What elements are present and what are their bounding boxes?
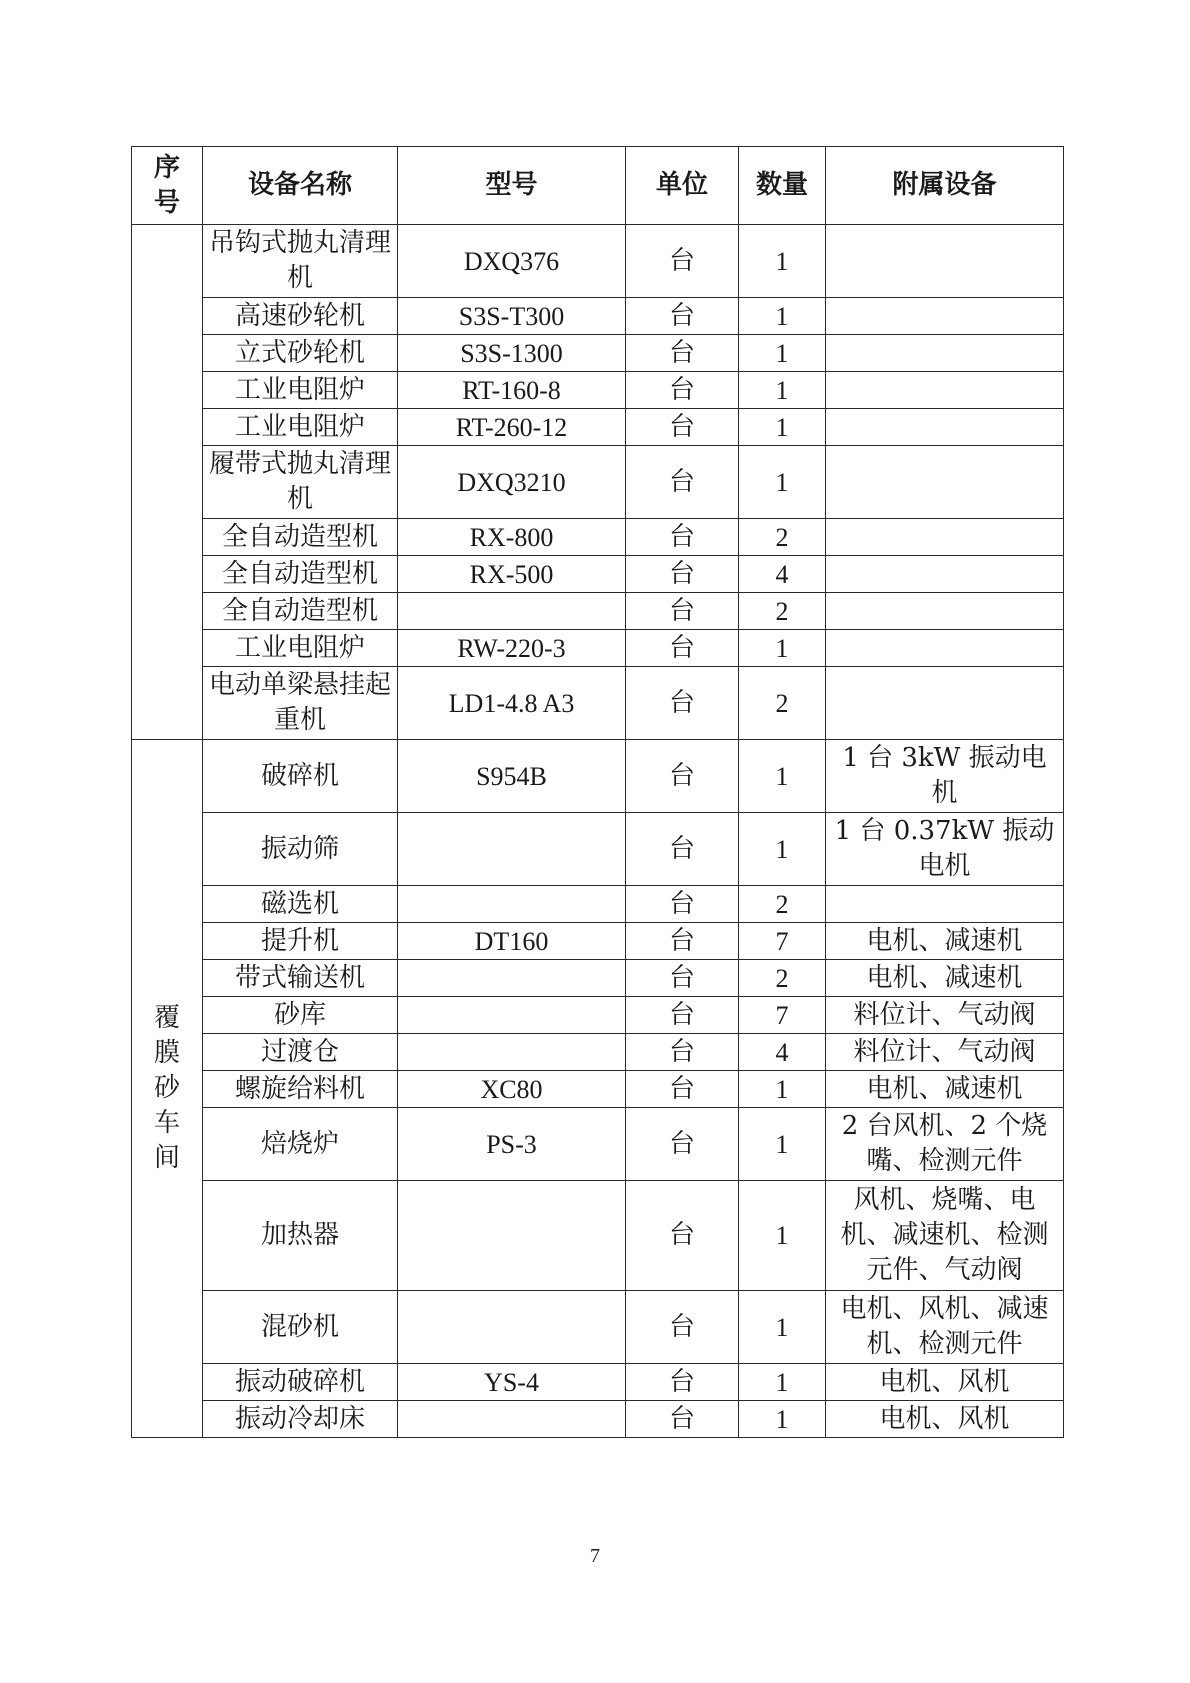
header-seq-label: 序号 bbox=[153, 152, 180, 218]
cell-name: 砂库 bbox=[203, 997, 398, 1034]
table-row bbox=[132, 446, 1064, 519]
header-qty: 数量 bbox=[739, 147, 826, 225]
cell-qty: 2 bbox=[739, 960, 826, 997]
table-row bbox=[132, 960, 1064, 997]
cell-model bbox=[398, 813, 626, 886]
cell-accessory bbox=[826, 519, 1064, 556]
cell-accessory: 电机、减速机 bbox=[826, 923, 1064, 960]
cell-name: 履带式抛丸清理机 bbox=[203, 446, 398, 519]
cell-qty: 1 bbox=[739, 409, 826, 446]
cell-model: S3S-1300 bbox=[398, 335, 626, 372]
cell-qty: 1 bbox=[739, 1181, 826, 1291]
cell-accessory: 1 台 3kW 振动电机 bbox=[826, 740, 1064, 813]
header-accessory: 附属设备 bbox=[826, 147, 1064, 225]
cell-qty: 1 bbox=[739, 740, 826, 813]
cell-qty: 7 bbox=[739, 923, 826, 960]
cell-accessory bbox=[826, 667, 1064, 740]
table-body bbox=[132, 225, 1064, 1438]
cell-name: 立式砂轮机 bbox=[203, 335, 398, 372]
cell-model bbox=[398, 1401, 626, 1438]
cell-model bbox=[398, 886, 626, 923]
cell-unit: 台 bbox=[626, 225, 739, 298]
cell-model: LD1-4.8 A3 bbox=[398, 667, 626, 740]
cell-unit: 台 bbox=[626, 1034, 739, 1071]
cell-qty: 1 bbox=[739, 225, 826, 298]
cell-qty: 2 bbox=[739, 593, 826, 630]
table-row bbox=[132, 740, 1064, 813]
cell-unit: 台 bbox=[626, 335, 739, 372]
cell-unit: 台 bbox=[626, 630, 739, 667]
cell-name: 振动冷却床 bbox=[203, 1401, 398, 1438]
equipment-table bbox=[131, 146, 1064, 1438]
equipment-table-container bbox=[131, 146, 1063, 1438]
cell-qty: 7 bbox=[739, 997, 826, 1034]
cell-unit: 台 bbox=[626, 1401, 739, 1438]
cell-unit: 台 bbox=[626, 886, 739, 923]
cell-model: DXQ376 bbox=[398, 225, 626, 298]
cell-name: 螺旋给料机 bbox=[203, 1071, 398, 1108]
page-number: 7 bbox=[590, 1545, 600, 1567]
cell-model: S3S-T300 bbox=[398, 298, 626, 335]
cell-name: 全自动造型机 bbox=[203, 593, 398, 630]
group-label: 覆膜砂车间 bbox=[153, 1003, 180, 1173]
cell-unit: 台 bbox=[626, 997, 739, 1034]
header-model: 型号 bbox=[398, 147, 626, 225]
cell-qty: 1 bbox=[739, 372, 826, 409]
cell-name: 电动单梁悬挂起重机 bbox=[203, 667, 398, 740]
cell-name: 混砂机 bbox=[203, 1291, 398, 1364]
table-row bbox=[132, 1401, 1064, 1438]
cell-accessory bbox=[826, 372, 1064, 409]
cell-qty: 1 bbox=[739, 335, 826, 372]
table-row bbox=[132, 519, 1064, 556]
cell-name: 全自动造型机 bbox=[203, 556, 398, 593]
cell-name: 吊钩式抛丸清理机 bbox=[203, 225, 398, 298]
cell-qty: 1 bbox=[739, 446, 826, 519]
header-seq bbox=[132, 147, 203, 225]
cell-accessory: 风机、烧嘴、电机、减速机、检测元件、气动阀 bbox=[826, 1181, 1064, 1291]
table-row bbox=[132, 335, 1064, 372]
table-row bbox=[132, 667, 1064, 740]
cell-qty: 1 bbox=[739, 1364, 826, 1401]
group-label-cell bbox=[132, 740, 203, 1438]
cell-name: 加热器 bbox=[203, 1181, 398, 1291]
table-row bbox=[132, 1364, 1064, 1401]
header-name: 设备名称 bbox=[203, 147, 398, 225]
cell-accessory: 1 台 0.37kW 振动电机 bbox=[826, 813, 1064, 886]
cell-unit: 台 bbox=[626, 1108, 739, 1181]
cell-unit: 台 bbox=[626, 519, 739, 556]
cell-qty: 2 bbox=[739, 519, 826, 556]
cell-accessory bbox=[826, 335, 1064, 372]
cell-accessory bbox=[826, 298, 1064, 335]
cell-accessory: 电机、减速机 bbox=[826, 960, 1064, 997]
table-row bbox=[132, 1071, 1064, 1108]
cell-model: DXQ3210 bbox=[398, 446, 626, 519]
table-row bbox=[132, 1034, 1064, 1071]
cell-model: RX-800 bbox=[398, 519, 626, 556]
cell-accessory: 电机、减速机 bbox=[826, 1071, 1064, 1108]
cell-unit: 台 bbox=[626, 409, 739, 446]
table-row bbox=[132, 1108, 1064, 1181]
cell-model: S954B bbox=[398, 740, 626, 813]
cell-qty: 1 bbox=[739, 813, 826, 886]
table-row bbox=[132, 225, 1064, 298]
cell-qty: 4 bbox=[739, 1034, 826, 1071]
cell-name: 工业电阻炉 bbox=[203, 630, 398, 667]
table-row bbox=[132, 886, 1064, 923]
cell-model bbox=[398, 960, 626, 997]
cell-unit: 台 bbox=[626, 1181, 739, 1291]
cell-accessory: 2 台风机、2 个烧嘴、检测元件 bbox=[826, 1108, 1064, 1181]
cell-model: DT160 bbox=[398, 923, 626, 960]
table-header-row bbox=[132, 147, 1064, 225]
cell-unit: 台 bbox=[626, 556, 739, 593]
cell-unit: 台 bbox=[626, 372, 739, 409]
cell-name: 带式输送机 bbox=[203, 960, 398, 997]
cell-accessory bbox=[826, 556, 1064, 593]
cell-qty: 2 bbox=[739, 667, 826, 740]
cell-accessory bbox=[826, 630, 1064, 667]
group-label-cell bbox=[132, 225, 203, 740]
cell-qty: 2 bbox=[739, 886, 826, 923]
cell-accessory: 料位计、气动阀 bbox=[826, 997, 1064, 1034]
cell-qty: 1 bbox=[739, 298, 826, 335]
cell-model bbox=[398, 997, 626, 1034]
cell-unit: 台 bbox=[626, 446, 739, 519]
cell-name: 提升机 bbox=[203, 923, 398, 960]
cell-accessory: 电机、风机 bbox=[826, 1401, 1064, 1438]
cell-model: RT-160-8 bbox=[398, 372, 626, 409]
cell-accessory: 电机、风机、减速机、检测元件 bbox=[826, 1291, 1064, 1364]
cell-model bbox=[398, 1291, 626, 1364]
cell-accessory: 料位计、气动阀 bbox=[826, 1034, 1064, 1071]
cell-model bbox=[398, 1034, 626, 1071]
cell-unit: 台 bbox=[626, 667, 739, 740]
cell-name: 工业电阻炉 bbox=[203, 409, 398, 446]
cell-unit: 台 bbox=[626, 923, 739, 960]
table-row bbox=[132, 298, 1064, 335]
cell-accessory bbox=[826, 886, 1064, 923]
cell-unit: 台 bbox=[626, 1364, 739, 1401]
cell-qty: 1 bbox=[739, 1108, 826, 1181]
table-row bbox=[132, 409, 1064, 446]
cell-name: 磁选机 bbox=[203, 886, 398, 923]
cell-name: 高速砂轮机 bbox=[203, 298, 398, 335]
cell-model: XC80 bbox=[398, 1071, 626, 1108]
cell-accessory: 电机、风机 bbox=[826, 1364, 1064, 1401]
cell-unit: 台 bbox=[626, 298, 739, 335]
cell-model bbox=[398, 593, 626, 630]
cell-model: RW-220-3 bbox=[398, 630, 626, 667]
cell-name: 振动筛 bbox=[203, 813, 398, 886]
cell-unit: 台 bbox=[626, 1071, 739, 1108]
cell-model: YS-4 bbox=[398, 1364, 626, 1401]
table-row bbox=[132, 1181, 1064, 1291]
table-row bbox=[132, 556, 1064, 593]
cell-accessory bbox=[826, 446, 1064, 519]
cell-unit: 台 bbox=[626, 960, 739, 997]
cell-model: RT-260-12 bbox=[398, 409, 626, 446]
cell-name: 振动破碎机 bbox=[203, 1364, 398, 1401]
cell-qty: 1 bbox=[739, 1401, 826, 1438]
cell-name: 破碎机 bbox=[203, 740, 398, 813]
table-row bbox=[132, 813, 1064, 886]
table-row bbox=[132, 630, 1064, 667]
table-row bbox=[132, 593, 1064, 630]
table-row bbox=[132, 997, 1064, 1034]
cell-accessory bbox=[826, 409, 1064, 446]
table-row bbox=[132, 1291, 1064, 1364]
cell-unit: 台 bbox=[626, 1291, 739, 1364]
cell-name: 工业电阻炉 bbox=[203, 372, 398, 409]
table-row bbox=[132, 372, 1064, 409]
cell-model: PS-3 bbox=[398, 1108, 626, 1181]
cell-unit: 台 bbox=[626, 740, 739, 813]
cell-model bbox=[398, 1181, 626, 1291]
header-unit: 单位 bbox=[626, 147, 739, 225]
cell-unit: 台 bbox=[626, 813, 739, 886]
cell-qty: 1 bbox=[739, 630, 826, 667]
cell-unit: 台 bbox=[626, 593, 739, 630]
cell-accessory bbox=[826, 593, 1064, 630]
table-row bbox=[132, 923, 1064, 960]
cell-model: RX-500 bbox=[398, 556, 626, 593]
cell-qty: 4 bbox=[739, 556, 826, 593]
cell-qty: 1 bbox=[739, 1291, 826, 1364]
cell-name: 过渡仓 bbox=[203, 1034, 398, 1071]
cell-accessory bbox=[826, 225, 1064, 298]
cell-qty: 1 bbox=[739, 1071, 826, 1108]
cell-name: 焙烧炉 bbox=[203, 1108, 398, 1181]
cell-name: 全自动造型机 bbox=[203, 519, 398, 556]
